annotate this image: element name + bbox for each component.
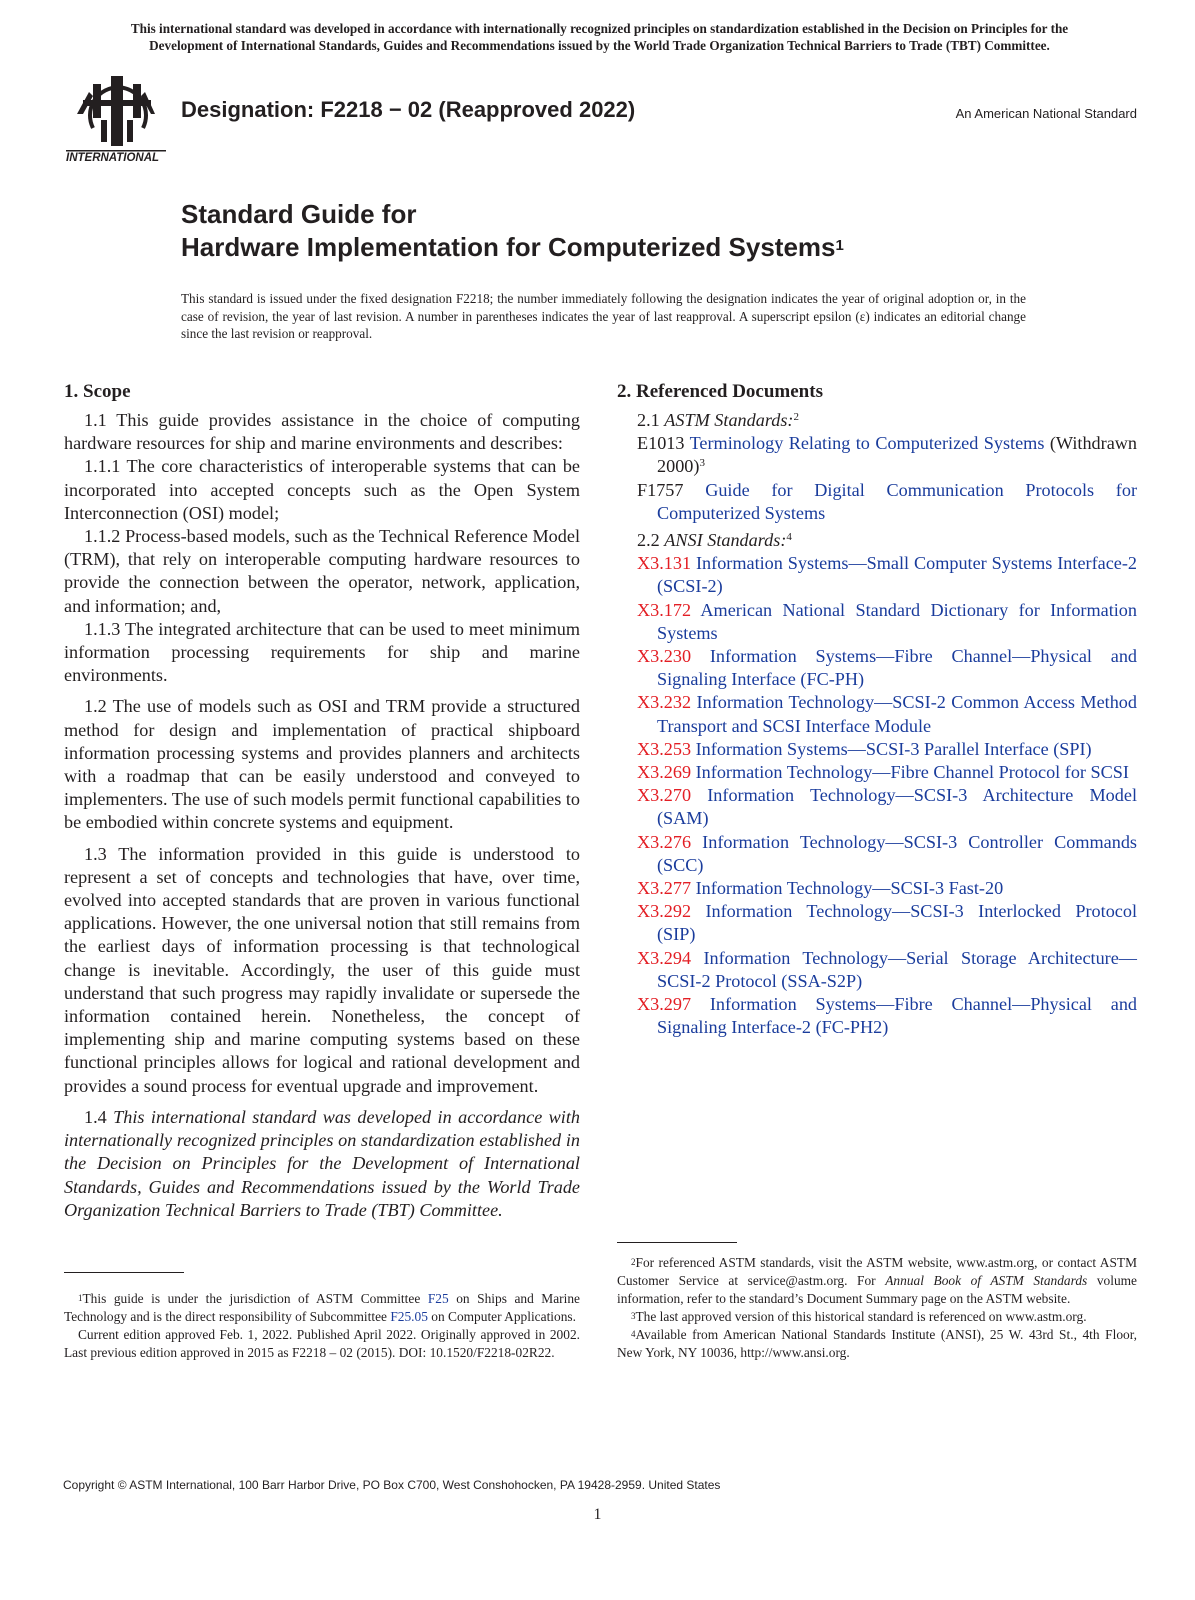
reference-item: [637, 947, 1137, 993]
page-number: 1: [593, 1506, 602, 1523]
footnotes-right: [617, 1254, 1137, 1362]
footnote-1-text-a: This guide is under the jurisdiction of ASTM Committee: [82, 1291, 421, 1306]
para-1-1: 1.1 This guide provides assistance in the choice of computing hardware resources for ship and marine environments and describes:: [64, 410, 580, 454]
ansi-standards-number: 2.2: [637, 530, 660, 551]
reference-designation[interactable]: X3.297: [637, 994, 692, 1015]
footnote-4-mark: 4: [631, 1329, 636, 1339]
ansi-reference-list: [617, 552, 1137, 1039]
footnote-4: [617, 1326, 1137, 1362]
reference-item: [637, 761, 1137, 784]
footnote-2-text-a: For referenced ASTM standards, visit the ASTM website, www.astm.org, or contact ASTM Customer Service at service@astm.org. For: [617, 1255, 1137, 1288]
left-column: [64, 380, 580, 1222]
issued-note: This standard is issued under the fixed designation F2218; the number immediately following the designation indicates the year of original adoption or, in the case of revision, the year of last revision. A number in parentheses indicates the year of last reapproval. A superscript epsilon (ε) indicates an editorial change since the last revision or reapproval.: [181, 291, 1026, 341]
reference-title-link[interactable]: Information Technology—SCSI-3 Controller Commands (SCC): [657, 831, 1137, 875]
reference-item: [637, 877, 1137, 900]
reference-item: [637, 738, 1137, 761]
footnote-3-text: The last approved version of this historical standard is referenced on www.astm.org.: [635, 1309, 1087, 1324]
top-notice-line2: Development of International Standards, Guides and Recommendations issued by the World Trade Organization Technical Barriers to Trade (TBT) Committee.: [149, 37, 1050, 53]
ansi-standards-label: [637, 529, 1137, 552]
designation: Designation: F2218 − 02 (Reapproved 2022): [181, 97, 636, 122]
footnote-1-text-c: on Computer Applications.: [431, 1309, 576, 1324]
reference-designation[interactable]: X3.294: [637, 947, 692, 968]
para-1-4: [64, 1106, 580, 1222]
reference-title-link[interactable]: Guide for Digital Communication Protocols for Computerized Systems: [657, 479, 1137, 523]
reference-designation[interactable]: X3.276: [637, 831, 692, 852]
footnotes-left: [64, 1290, 580, 1362]
reference-title-link[interactable]: Information Technology—Serial Storage Architecture—SCSI-2 Protocol (SSA-S2P): [657, 947, 1137, 991]
reference-title-link[interactable]: Information Technology—SCSI-3 Architecture Model (SAM): [657, 785, 1137, 829]
right-column: [617, 380, 1137, 1039]
ansi-standards-fn: 4: [786, 531, 792, 544]
footnote-2-italic: Annual Book of ASTM Standards: [885, 1273, 1088, 1288]
top-notice-line1: This international standard was developed in accordance with internationally recognized principles on standardization established in the Decision on Principles for the: [130, 21, 1069, 36]
reference-title-link[interactable]: Information Systems—Small Computer Systems Interface-2 (SCSI-2): [657, 553, 1137, 597]
para-1-3: 1.3 The information provided in this guide is understood to represent a set of concepts and technologies that have, over time, evolved into accepted standards that are proven in various functional applications. However, the one universal notion that still remains from the earliest days of information processing is that technological change is inevitable. Accordingly, the user of this guide must understand that such progress may rapidly invalidate or supersede the information contained herein. Nonetheless, the concept of implementing ship and marine computing systems based on these functional principles allows for logical and rational development and provides a sound process for eventual upgrade and improvement.: [64, 843, 580, 1096]
document-title: [181, 198, 844, 264]
title-line2: [181, 231, 844, 264]
reference-title-link[interactable]: American National Standard Dictionary for Information Systems: [657, 599, 1137, 643]
footnote-rule-right: [617, 1242, 737, 1243]
footnote-2-mark: 2: [631, 1257, 636, 1267]
american-national-standard: An American National Standard: [955, 106, 1137, 121]
footnote-1-text-b: on Ships and Marine Technology and is the direct responsibility of Subcommittee: [64, 1291, 580, 1324]
reference-designation[interactable]: X3.292: [637, 901, 692, 922]
footnote-1: [64, 1290, 580, 1326]
reference-item: [637, 993, 1137, 1039]
reference-title-link[interactable]: Information Technology—SCSI-3 Fast-20: [695, 878, 1004, 899]
footnote-3-mark: 3: [631, 1311, 636, 1321]
footnote-rule-left: [64, 1272, 184, 1273]
subcommittee-f25-05-link[interactable]: F25.05: [390, 1309, 428, 1324]
reference-designation[interactable]: X3.270: [637, 785, 692, 806]
logo-international-text: INTERNATIONAL: [66, 152, 160, 164]
reference-item: [637, 645, 1137, 691]
reference-designation[interactable]: X3.269: [637, 762, 692, 783]
scope-heading: 1. Scope: [64, 381, 131, 402]
title-line1: Standard Guide for: [181, 199, 417, 229]
para-1-4-text: This international standard was developed in accordance with internationally recognized principles on standardization established in the Decision on Principles for the Development of International Standards, Guides and Recommendations issued by the World Trade Organization Technical Barriers to Trade (TBT) Committee.: [64, 1106, 581, 1220]
footnote-3: [617, 1308, 1137, 1326]
astm-logo-svg: [63, 70, 169, 166]
reference-title-link[interactable]: Information Technology—Fibre Channel Protocol for SCSI: [695, 762, 1129, 783]
reference-item: [637, 599, 1137, 645]
reference-title-link[interactable]: Information Systems—Fibre Channel—Physical and Signaling Interface (FC-PH): [657, 646, 1138, 690]
astm-international-logo-icon: [63, 70, 169, 166]
reference-item: [637, 900, 1137, 946]
para-1-1-2: 1.1.2 Process-based models, such as the Technical Reference Model (TRM), that rely on interoperable computing hardware resources to provide the connection between the operator, network, application, and information; and,: [64, 526, 580, 616]
edition-note: Current edition approved Feb. 1, 2022. Published April 2022. Originally approved in 2002. Last previous edition approved in 2015 as F2218 – 02 (2015). DOI: 10.1520/F2218-02R22.: [64, 1327, 580, 1360]
reference-designation[interactable]: X3.230: [637, 646, 692, 667]
reference-item: [637, 552, 1137, 598]
reference-designation[interactable]: E1013: [637, 433, 685, 454]
reference-title-link[interactable]: Information Technology—SCSI-3 Interlocked Protocol (SIP): [657, 901, 1138, 945]
reference-title-link[interactable]: Information Technology—SCSI-2 Common Access Method Transport and SCSI Interface Module: [657, 692, 1137, 736]
para-1-1-1: 1.1.1 The core characteristics of interoperable systems that can be incorporated into accepted concepts such as the Open System Interconnection (OSI) model;: [64, 456, 580, 523]
reference-item: [637, 432, 1137, 478]
reference-title-link[interactable]: Terminology Relating to Computerized Systems: [689, 433, 1045, 454]
footnote-1-mark: 1: [78, 1293, 83, 1303]
reference-item: [637, 479, 1137, 525]
reference-designation[interactable]: X3.172: [637, 599, 692, 620]
astm-reference-list: [617, 432, 1137, 525]
reference-footnote-mark: 3: [699, 457, 705, 470]
reference-designation[interactable]: X3.131: [637, 553, 692, 574]
para-1-2: 1.2 The use of models such as OSI and TRM provide a structured method for design and implementation of practical shipboard information processing systems and provides planners and architects with a roadmap that can be easily understood and conveyed to implementers. The use of such models permit functional capabilities to be embodied within concrete systems and equipment.: [64, 696, 580, 833]
astm-standards-fn: 2: [793, 411, 799, 423]
reference-item: [637, 784, 1137, 830]
reference-designation[interactable]: X3.277: [637, 878, 692, 899]
footnote-2: [617, 1254, 1137, 1308]
footnote-4-text: Available from American National Standards Institute (ANSI), 25 W. 43rd St., 4th Floor, New York, NY 10036, http://www.ansi.org.: [617, 1327, 1137, 1360]
astm-standards-text: ASTM Standards:: [664, 410, 794, 430]
title-line2-text: Hardware Implementation for Computerized Systems: [181, 232, 836, 262]
reference-withdrawn-note: (Withdrawn 2000): [657, 433, 1137, 477]
reference-designation[interactable]: X3.232: [637, 692, 692, 713]
referenced-documents-heading: 2. Referenced Documents: [617, 381, 823, 402]
reference-designation[interactable]: F1757: [637, 479, 684, 500]
ansi-standards-text: ANSI Standards:: [664, 530, 787, 551]
para-1-1-3: 1.1.3 The integrated architecture that can be used to meet minimum information processing requirements for ship and marine environments.: [64, 618, 580, 686]
reference-designation[interactable]: X3.253: [637, 738, 692, 759]
reference-item: [637, 691, 1137, 737]
copyright: Copyright © ASTM International, 100 Barr Harbor Drive, PO Box C700, West Conshohocken, PA 19428-2959. United States: [63, 1478, 721, 1492]
reference-title-link[interactable]: Information Systems—SCSI-3 Parallel Interface (SPI): [695, 738, 1092, 759]
title-footnote-mark: 1: [835, 237, 844, 254]
reference-title-link[interactable]: Information Systems—Fibre Channel—Physical and Signaling Interface-2 (FC-PH2): [657, 994, 1138, 1038]
reference-item: [637, 831, 1137, 877]
footnote-2-text-b: volume information, refer to the standard’s Document Summary page on the ASTM website.: [617, 1273, 1137, 1306]
para-1-4-number: 1.4: [84, 1106, 107, 1127]
committee-f25-link[interactable]: F25: [427, 1291, 449, 1306]
top-notice: [62, 21, 1137, 54]
astm-standards-number: 2.1: [637, 410, 660, 430]
astm-standards-label: [637, 409, 1137, 432]
